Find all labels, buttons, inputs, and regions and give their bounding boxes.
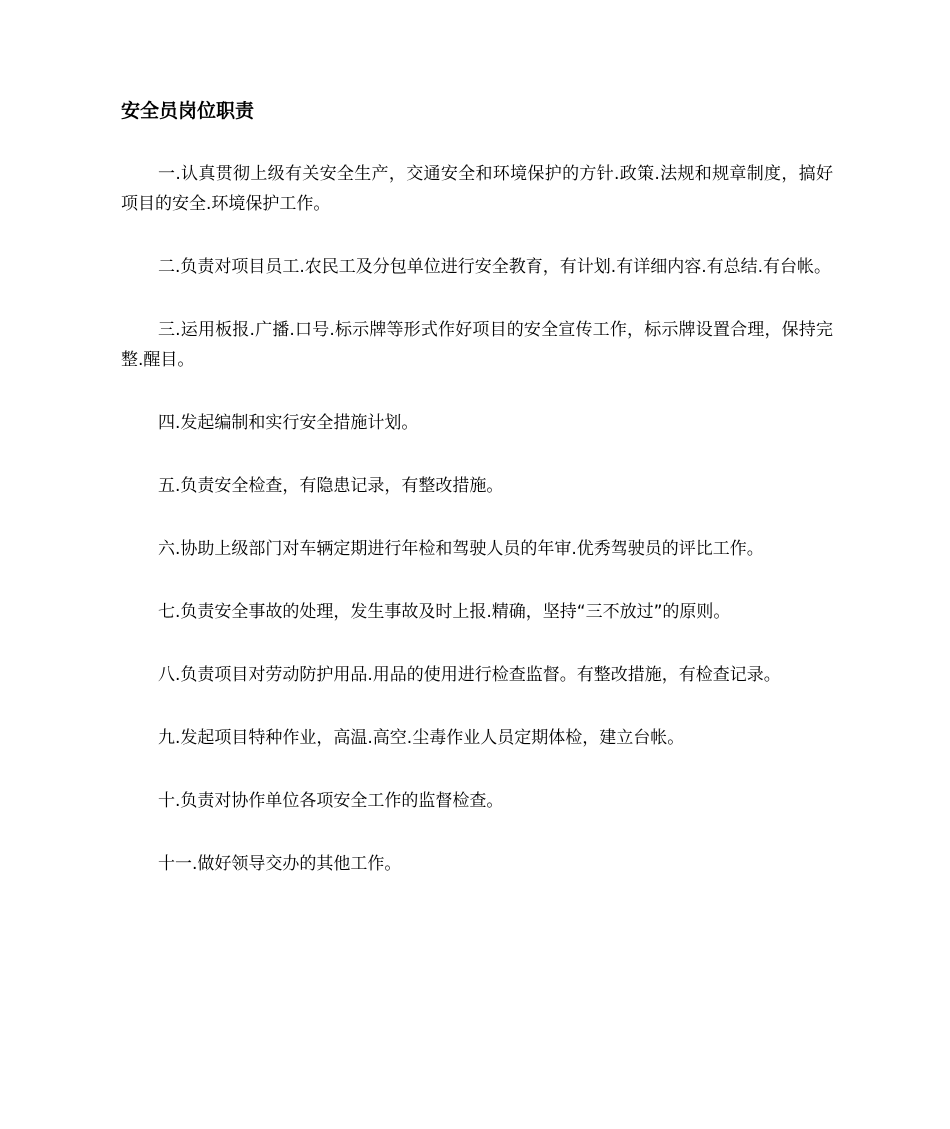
duty-item-11: 十一.做好领导交办的其他工作。 [158,854,402,874]
duty-item-4: 四.发起编制和实行安全措施计划。 [158,413,419,433]
duty-item-2: 二.负责对项目员工.农民工及分包单位进行安全教育，有计划.有详细内容.有总结.有台帐。 [158,257,832,277]
duty-item-1: 一.认真贯彻上级有关安全生产，交通安全和环境保护的方针.政策.法规和规章制度，搞好项目的安全.环境保护工作。 [121,164,833,214]
document-page [121,96,833,912]
document-title: 安全员岗位职责 [121,100,255,122]
duty-item-8: 八.负责项目对劳动防护用品.用品的使用进行检查监督。有整改措施，有检查记录。 [158,665,781,685]
duty-item-6: 六.协助上级部门对车辆定期进行年检和驾驶人员的年审.优秀驾驶员的评比工作。 [158,539,764,559]
duty-item-7: 七.负责安全事故的处理，发生事故及时上报.精确，坚持“三不放过”的原则。 [158,602,731,622]
duty-item-9: 九.发起项目特种作业，高温.高空.尘毒作业人员定期体检，建立台帐。 [158,728,685,748]
duty-item-3: 三.运用板报.广播.口号.标示牌等形式作好项目的安全宣传工作，标示牌设置合理，保持完整.醒目。 [121,320,833,370]
duty-item-5: 五.负责安全检查，有隐患记录，有整改措施。 [158,476,504,496]
duty-item-10: 十.负责对协作单位各项安全工作的监督检查。 [158,791,504,811]
